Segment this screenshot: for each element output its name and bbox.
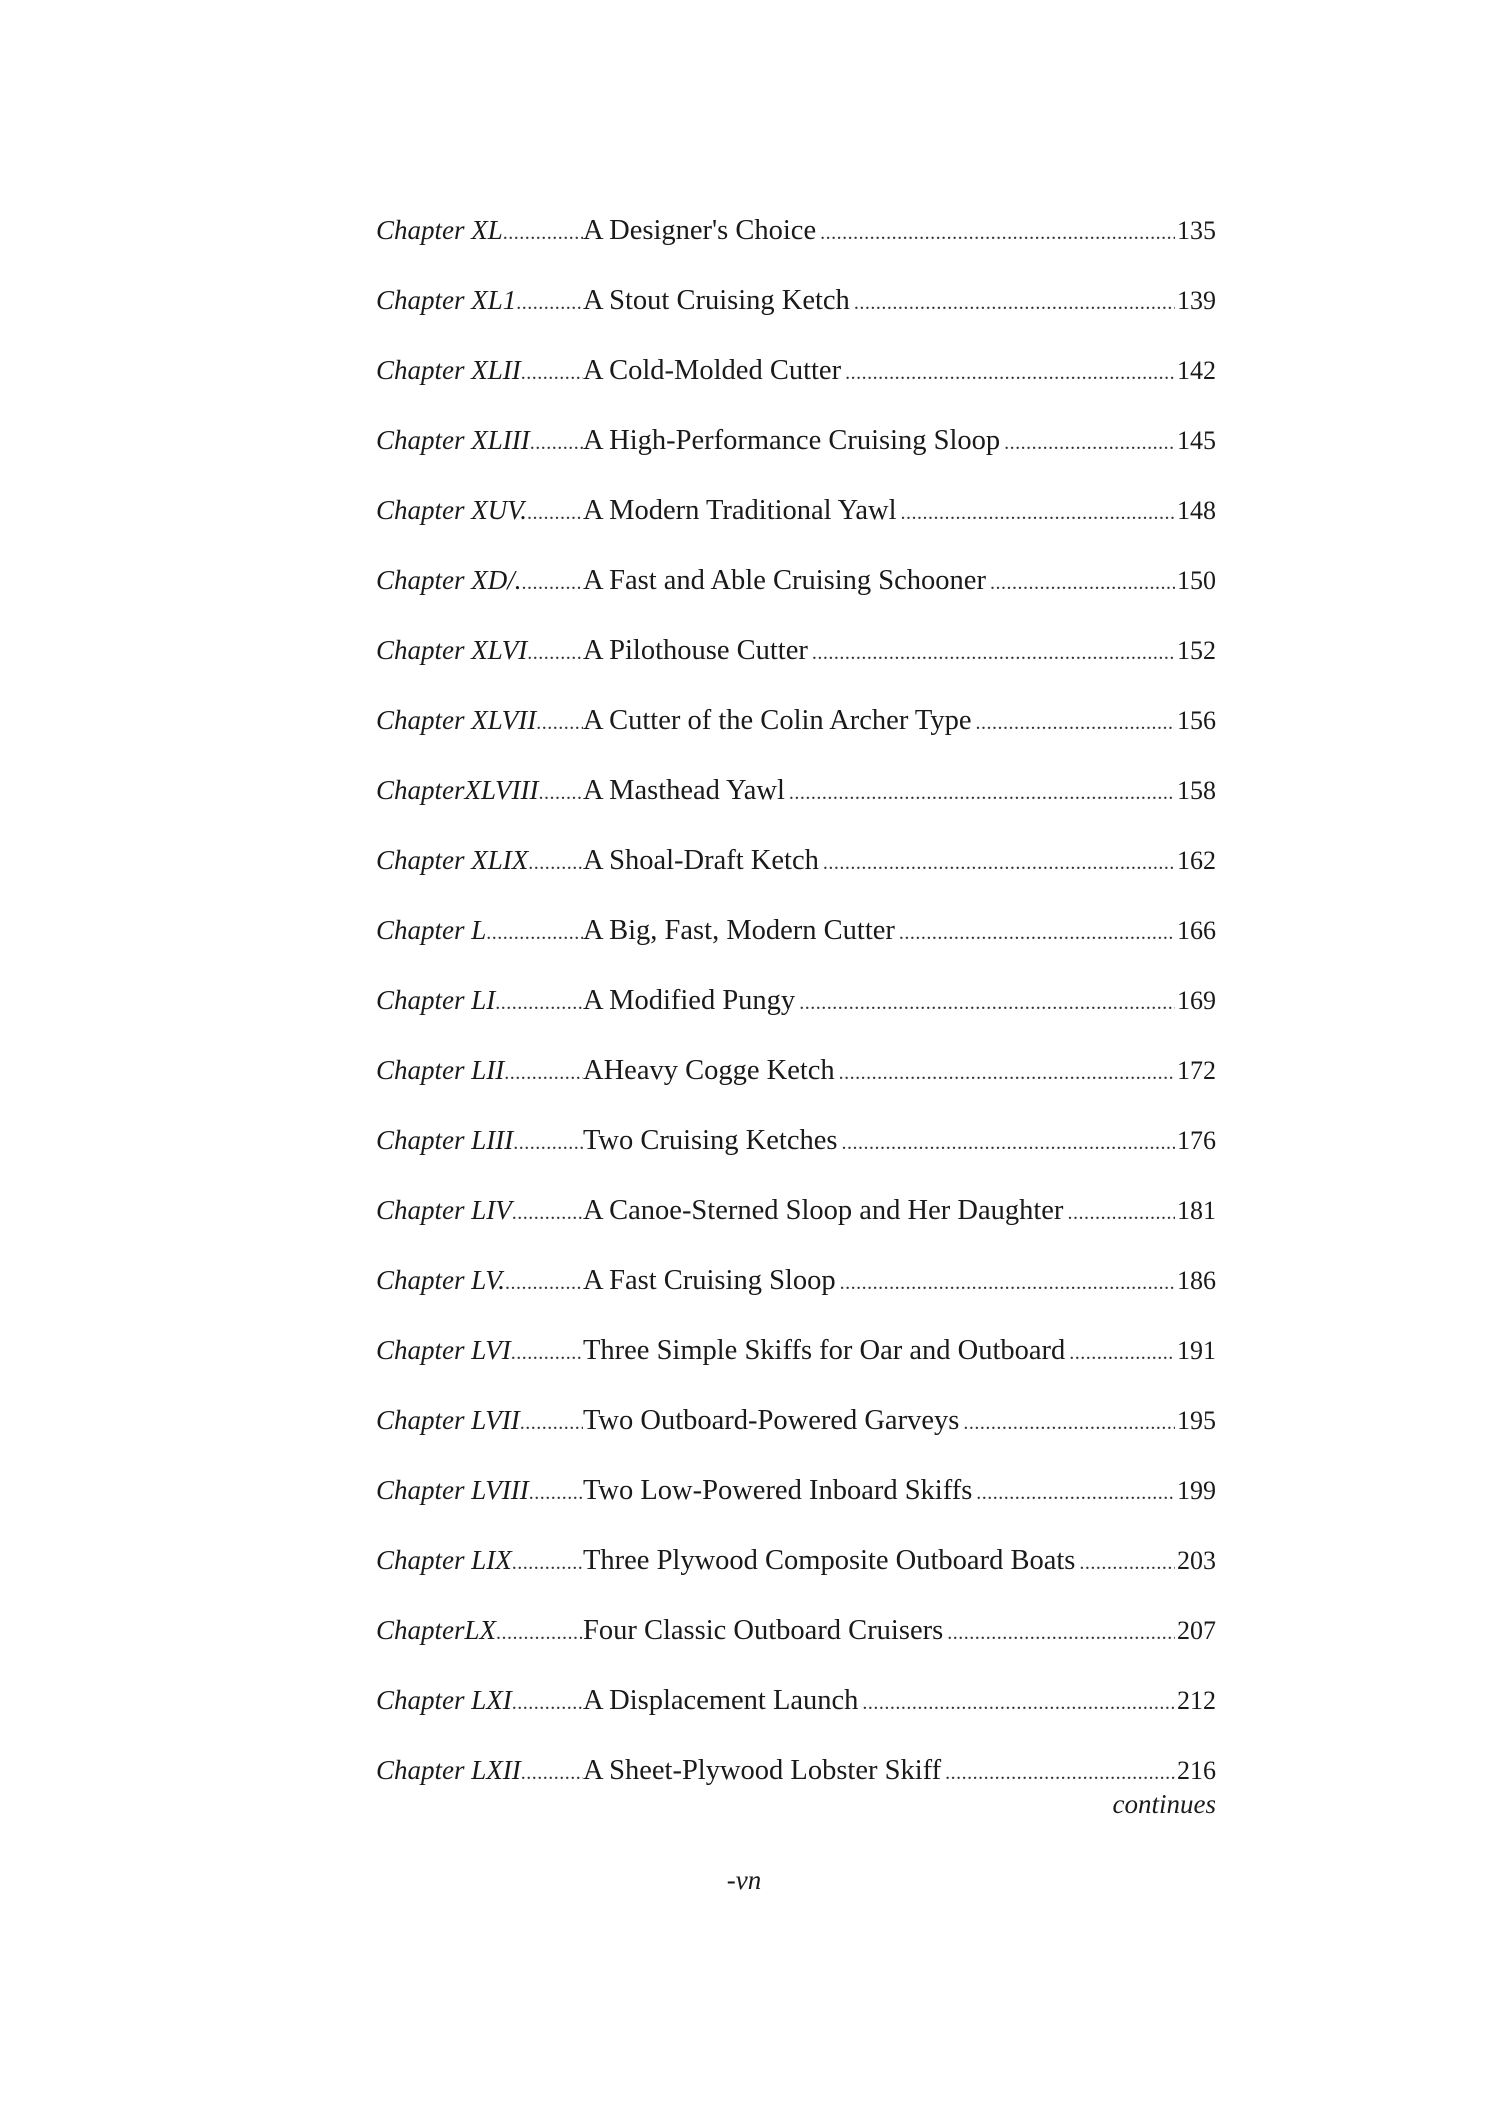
chapter-column: [376, 825, 583, 898]
chapter-column: [376, 1455, 583, 1528]
dot-leader: [899, 898, 1175, 968]
table-of-contents: [376, 195, 1216, 1805]
toc-entry: [376, 1385, 1216, 1455]
chapter-title: A Canoe-Sterned Sloop and Her Daughter: [583, 1195, 1064, 1226]
chapter-column: [376, 1245, 583, 1318]
page-number: 195: [1177, 1406, 1216, 1435]
chapter-title: A Cutter of the Colin Archer Type: [583, 705, 972, 736]
toc-entry: [376, 1315, 1216, 1385]
title-column: [583, 686, 1175, 758]
chapter-title: Three Plywood Composite Outboard Boats: [583, 1545, 1076, 1576]
chapter-label: Chapter LII: [376, 1055, 505, 1085]
chapter-column: [376, 685, 583, 758]
page-number: 166: [1177, 916, 1216, 945]
dot-leader: [511, 1318, 583, 1388]
title-column: [583, 1316, 1175, 1388]
toc-entry: [376, 615, 1216, 685]
chapter-label: Chapter XLIX: [376, 845, 529, 875]
dot-leader: [976, 1458, 1175, 1528]
toc-entry: [376, 1735, 1216, 1805]
chapter-column: [376, 615, 583, 688]
chapter-column: [376, 1665, 583, 1738]
toc-entry: [376, 1245, 1216, 1315]
page-number: 176: [1177, 1126, 1216, 1155]
chapter-title: A Modified Pungy: [583, 985, 796, 1016]
dot-leader: [841, 1108, 1175, 1178]
page-number: 191: [1177, 1336, 1216, 1365]
chapter-column: [376, 405, 583, 478]
dot-leader: [947, 1598, 1175, 1668]
toc-entry: [376, 1175, 1216, 1245]
chapter-label: Chapter LXII: [376, 1755, 521, 1785]
title-column: [583, 1246, 1175, 1318]
chapter-title: A Fast and Able Cruising Schooner: [583, 565, 986, 596]
dot-leader: [504, 1038, 583, 1108]
dot-leader: [976, 688, 1176, 758]
chapter-column: [376, 475, 583, 548]
chapter-label: Chapter LVIII: [376, 1475, 529, 1505]
chapter-title: A Stout Cruising Ketch: [583, 285, 850, 316]
page-folio: -vn: [726, 1865, 762, 1895]
title-column: [583, 546, 1175, 618]
title-column: [583, 1106, 1175, 1178]
title-column: [583, 1036, 1175, 1108]
chapter-title: A Displacement Launch: [583, 1685, 859, 1716]
chapter-column: [376, 1385, 583, 1458]
toc-entry: [376, 1525, 1216, 1595]
toc-entry: [376, 965, 1216, 1035]
dot-leader: [516, 268, 583, 338]
toc-entry: [376, 1595, 1216, 1665]
chapter-label: Chapter XLIII: [376, 425, 530, 455]
page-number: 212: [1177, 1686, 1216, 1715]
page-number: 156: [1177, 706, 1216, 735]
dot-leader: [862, 1668, 1175, 1738]
title-column: [583, 616, 1175, 688]
dot-leader: [990, 548, 1175, 618]
dot-leader: [1067, 1178, 1175, 1248]
page-number: 216: [1177, 1756, 1216, 1785]
page-number: 162: [1177, 846, 1216, 875]
chapter-column: [376, 965, 583, 1038]
title-column: [583, 1666, 1175, 1738]
dot-leader: [839, 1038, 1175, 1108]
dot-leader: [521, 338, 583, 408]
chapter-label: Chapter LIII: [376, 1125, 514, 1155]
toc-entry: [376, 405, 1216, 475]
page-number: 207: [1177, 1616, 1216, 1645]
dot-leader: [820, 198, 1175, 268]
toc-entry: [376, 195, 1216, 265]
chapter-title: A Modern Traditional Yawl: [583, 495, 897, 526]
chapter-title: A Sheet-Plywood Lobster Skiff: [583, 1755, 942, 1786]
chapter-column: [376, 1035, 583, 1108]
dot-leader: [496, 1598, 583, 1668]
dot-leader: [512, 1528, 583, 1598]
chapter-column: [376, 335, 583, 408]
title-column: [583, 476, 1175, 548]
chapter-column: [376, 1735, 583, 1808]
chapter-title: A Fast Cruising Sloop: [583, 1265, 836, 1296]
toc-entry: [376, 1035, 1216, 1105]
toc-entry: [376, 1665, 1216, 1735]
title-column: [583, 826, 1175, 898]
chapter-label: Chapter LVI: [376, 1335, 511, 1365]
chapter-label: Chapter LV.: [376, 1265, 506, 1295]
chapter-label: Chapter XLII: [376, 355, 521, 385]
page-number: 152: [1177, 636, 1216, 665]
dot-leader: [901, 478, 1175, 548]
chapter-title: A Designer's Choice: [583, 215, 817, 246]
dot-leader: [536, 688, 583, 758]
chapter-label: Chapter XUV.: [376, 495, 528, 525]
title-column: [583, 1386, 1175, 1458]
dot-leader: [854, 268, 1175, 338]
chapter-title: Three Simple Skiffs for Oar and Outboard: [583, 1335, 1066, 1366]
page-number: 169: [1177, 986, 1216, 1015]
chapter-column: [376, 265, 583, 338]
chapter-label: Chapter XL1: [376, 285, 517, 315]
title-column: [583, 1526, 1175, 1598]
title-column: [583, 1456, 1175, 1528]
chapter-label: ChapterLX: [376, 1615, 497, 1645]
toc-entry: [376, 685, 1216, 755]
title-column: [583, 896, 1175, 968]
chapter-label: Chapter LIX: [376, 1545, 512, 1575]
chapter-column: [376, 1595, 583, 1668]
chapter-title: A Masthead Yawl: [583, 775, 785, 806]
chapter-column: [376, 1315, 583, 1388]
dot-leader: [486, 898, 583, 968]
chapter-title: Two Low-Powered Inboard Skiffs: [583, 1475, 973, 1506]
title-column: [583, 266, 1175, 338]
chapter-label: Chapter LIV: [376, 1195, 512, 1225]
page-number: 186: [1177, 1266, 1216, 1295]
chapter-column: [376, 545, 583, 618]
chapter-label: Chapter XD/.: [376, 565, 522, 595]
page-number: 181: [1177, 1196, 1216, 1225]
dot-leader: [799, 968, 1175, 1038]
dot-leader: [495, 968, 583, 1038]
dot-leader: [505, 1248, 583, 1318]
chapter-label: ChapterXLVIII: [376, 775, 539, 805]
dot-leader: [512, 1668, 583, 1738]
page-number: 172: [1177, 1056, 1216, 1085]
dot-leader: [527, 478, 583, 548]
title-column: [583, 196, 1175, 268]
dot-leader: [845, 338, 1175, 408]
title-column: [583, 1176, 1175, 1248]
toc-entry: [376, 545, 1216, 615]
continues-note: continues: [1112, 1789, 1216, 1819]
dot-leader: [529, 1458, 583, 1528]
chapter-title: Two Outboard-Powered Garveys: [583, 1405, 960, 1436]
dot-leader: [530, 408, 583, 478]
dot-leader: [823, 828, 1175, 898]
title-column: [583, 1596, 1175, 1668]
chapter-title: Four Classic Outboard Cruisers: [583, 1615, 944, 1646]
chapter-column: [376, 755, 583, 828]
dot-leader: [513, 1108, 583, 1178]
dot-leader: [528, 828, 583, 898]
page-number: 150: [1177, 566, 1216, 595]
dot-leader: [812, 618, 1175, 688]
page-number: 139: [1177, 286, 1216, 315]
dot-leader: [538, 758, 583, 828]
page-number: 145: [1177, 426, 1216, 455]
chapter-label: Chapter LVII: [376, 1405, 520, 1435]
chapter-label: Chapter XLVI: [376, 635, 528, 665]
dot-leader: [527, 618, 583, 688]
chapter-title: A Shoal-Draft Ketch: [583, 845, 819, 876]
chapter-title: AHeavy Cogge Ketch: [583, 1055, 835, 1086]
chapter-title: A Pilothouse Cutter: [583, 635, 808, 666]
title-column: [583, 1736, 1175, 1808]
chapter-label: Chapter LI: [376, 985, 496, 1015]
title-column: [583, 406, 1175, 478]
dot-leader: [1079, 1528, 1175, 1598]
chapter-column: [376, 195, 583, 268]
toc-entry: [376, 755, 1216, 825]
chapter-column: [376, 1525, 583, 1598]
chapter-column: [376, 895, 583, 968]
title-column: [583, 756, 1175, 828]
title-column: [583, 336, 1175, 408]
dot-leader: [520, 1388, 583, 1458]
page-number: 135: [1177, 216, 1216, 245]
chapter-label: Chapter XLVII: [376, 705, 537, 735]
chapter-title: Two Cruising Ketches: [583, 1125, 838, 1156]
toc-entry: [376, 1455, 1216, 1525]
toc-entry: [376, 825, 1216, 895]
title-column: [583, 966, 1175, 1038]
dot-leader: [521, 1738, 583, 1808]
page-number: 203: [1177, 1546, 1216, 1575]
toc-entry: [376, 265, 1216, 335]
toc-entry: [376, 475, 1216, 545]
chapter-title: A Cold-Molded Cutter: [583, 355, 842, 386]
dot-leader: [503, 198, 583, 268]
toc-entry: [376, 895, 1216, 965]
chapter-label: Chapter LXI: [376, 1685, 512, 1715]
toc-entry: [376, 335, 1216, 405]
chapter-title: A High-Performance Cruising Sloop: [583, 425, 1001, 456]
chapter-column: [376, 1105, 583, 1178]
dot-leader: [512, 1178, 583, 1248]
dot-leader: [1004, 408, 1175, 478]
chapter-column: [376, 1175, 583, 1248]
toc-entry: [376, 1105, 1216, 1175]
chapter-title: A Big, Fast, Modern Cutter: [583, 915, 895, 946]
dot-leader: [522, 548, 584, 618]
dot-leader: [1069, 1318, 1175, 1388]
page-number: 199: [1177, 1476, 1216, 1505]
dot-leader: [963, 1388, 1175, 1458]
page-number: 148: [1177, 496, 1216, 525]
page-number: 158: [1177, 776, 1216, 805]
dot-leader: [840, 1248, 1175, 1318]
chapter-label: Chapter L: [376, 915, 487, 945]
dot-leader: [789, 758, 1175, 828]
chapter-label: Chapter XL: [376, 215, 503, 245]
page-number: 142: [1177, 356, 1216, 385]
